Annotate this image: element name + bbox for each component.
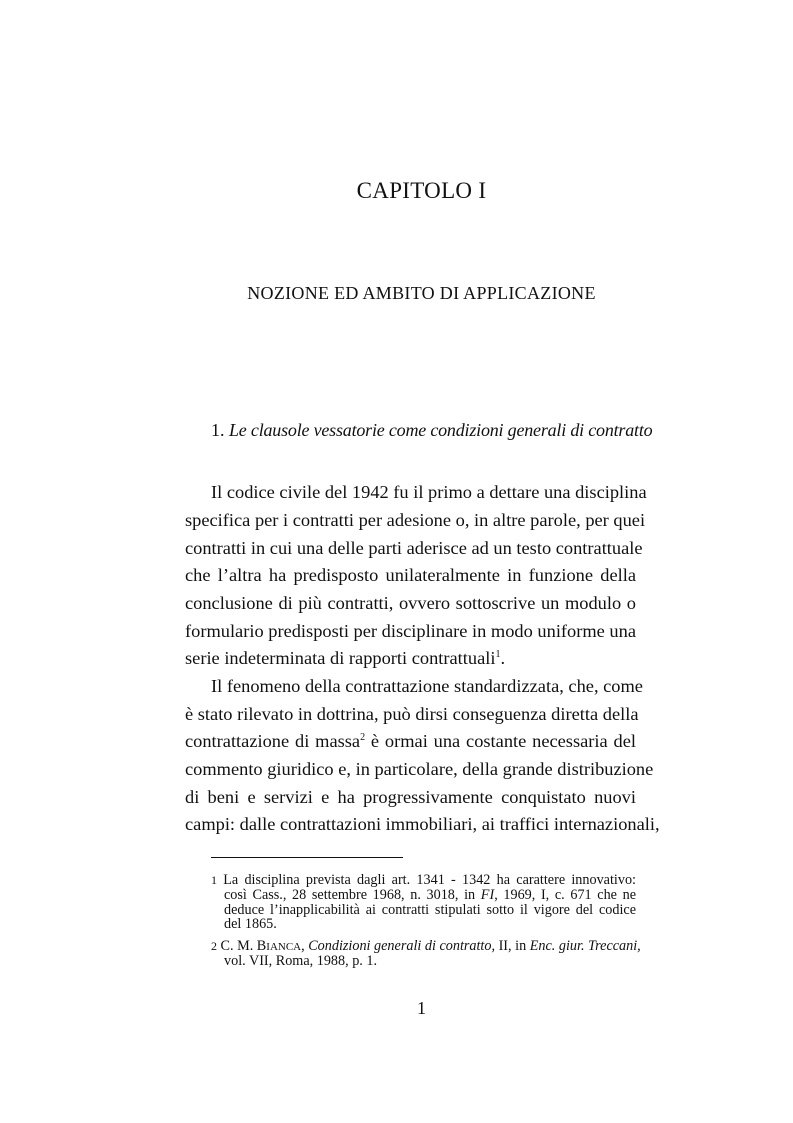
footnote-text: , bbox=[301, 938, 309, 954]
footnote-line bbox=[224, 888, 636, 903]
body-text: è ormai una costante necessaria del bbox=[365, 731, 636, 751]
body-line bbox=[185, 728, 636, 756]
footnote-smallcaps: IANCA bbox=[266, 941, 302, 953]
footnote-number: 2 bbox=[211, 939, 217, 953]
footnote-journal: FI bbox=[480, 887, 495, 903]
body-text: serie indeterminata di rapporti contrattuali bbox=[185, 648, 496, 668]
footnote-number: 1 bbox=[211, 873, 217, 887]
footnote-text: , 1969, I, c. 671 che ne bbox=[494, 887, 637, 903]
body-line: Il fenomeno della contrattazione standardizzata, che, come bbox=[211, 676, 643, 696]
paragraph-heading bbox=[211, 420, 652, 441]
footnote-journal: Enc. giur. Treccani, bbox=[529, 938, 641, 954]
footnote-text: C. M. B bbox=[217, 938, 267, 954]
heading-number: 1. bbox=[211, 420, 225, 440]
body-line bbox=[185, 645, 636, 673]
page-number: 1 bbox=[417, 998, 426, 1018]
footnote-line: vol. VII, Roma, 1988, p. 1. bbox=[224, 953, 378, 969]
body-line: Il codice civile del 1942 fu il primo a dettare una disciplina bbox=[211, 482, 647, 502]
footnote-line: del 1865. bbox=[224, 916, 277, 932]
body-text: . bbox=[500, 648, 506, 668]
heading-title: Le clausole vessatorie come condizioni generali di contratto bbox=[229, 420, 653, 440]
body-line: formulario predisposti per disciplinare in modo uniforme una bbox=[185, 621, 636, 641]
footnote-text: II, in bbox=[495, 938, 530, 954]
body-line: che l’altra ha predisposto unilateralmente in funzione della bbox=[185, 565, 636, 585]
body-line: contratti in cui una delle parti aderisce ad un testo contrattuale bbox=[185, 538, 643, 558]
footnote-title: Condizioni generali di contratto, bbox=[308, 938, 496, 954]
body-line: conclusione di più contratti, ovvero sottoscrive un modulo o bbox=[185, 593, 636, 613]
body-line: è stato rilevato in dottrina, può dirsi conseguenza diretta della bbox=[185, 704, 639, 724]
body-line: campi: dalle contrattazioni immobiliari, ai traffici internazionali, bbox=[185, 814, 660, 834]
body-line: commento giuridico e, in particolare, della grande distribuzione bbox=[185, 759, 654, 779]
footnote-text: così Cass., 28 settembre 1968, n. 3018, in bbox=[224, 887, 481, 903]
footnote-ref-2[interactable]: 2 bbox=[360, 732, 366, 743]
footnote-line: deduce l’inapplicabilità ai contratti stipulati sotto il vigore del codice bbox=[224, 902, 636, 918]
body-text: contrattazione di massa bbox=[185, 731, 361, 751]
section-title: NOZIONE ED AMBITO DI APPLICAZIONE bbox=[247, 283, 596, 303]
body-line: specifica per i contratti per adesione o, in altre parole, per quei bbox=[185, 510, 646, 530]
footnote-separator bbox=[211, 857, 403, 858]
body-line: di beni e servizi e ha progressivamente conquistato nuovi bbox=[185, 787, 636, 807]
footnote-text: La disciplina prevista dagli art. 1341 - 1342 ha carattere innovativo: bbox=[217, 872, 636, 888]
chapter-title: CAPITOLO I bbox=[356, 178, 487, 203]
footnote-1 bbox=[211, 873, 636, 888]
footnote-ref-1[interactable]: 1 bbox=[495, 649, 501, 660]
